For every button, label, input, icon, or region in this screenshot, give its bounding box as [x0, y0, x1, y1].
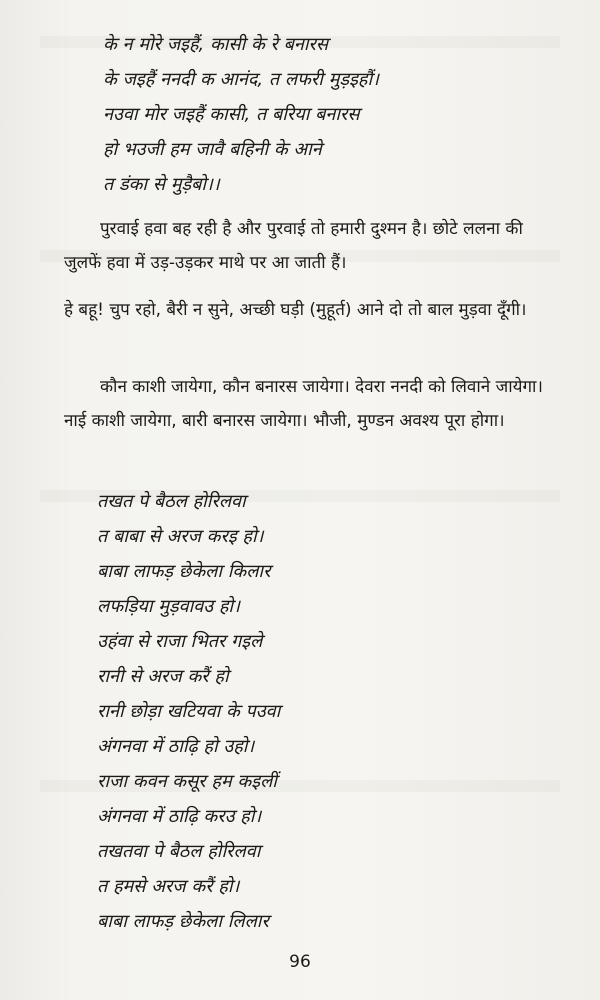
verse-line: त हमसे अरज करैं हो।	[97, 876, 240, 897]
verse-line: बाबा लाफड़ छेकेला किलार	[97, 561, 271, 582]
verse-line: त बाबा से अरज करइ हो।	[97, 526, 264, 547]
verse-line: तखत पे बैठल होरिलवा	[97, 491, 246, 512]
verse-line: नउवा मोर जइहैं कासी, त बरिया बनारस	[103, 104, 360, 125]
paragraph-text: कौन काशी जायेगा, कौन बनारस जायेगा। देवरा ननदी को लिवाने जायेगा। नाई काशी जायेगा, बारी बनारस जायेगा। भौजी, मुण्डन अवश्य पूरा होगा।	[64, 377, 543, 431]
verse-line: राजा कवन कसूर हम कइलीं	[97, 771, 277, 792]
page-number: 96	[289, 952, 311, 972]
verse-line: उहंवा से राजा भितर गइले	[97, 631, 263, 652]
verse-line: के न मोरे जइहैं, कासी के रे बनारस	[103, 34, 329, 55]
verse-line: अंगनवा में ठाढ़ि हो उहो।	[97, 736, 255, 757]
prose-paragraph-2	[64, 293, 564, 327]
verse-block-2	[97, 484, 280, 939]
verse-line: के जइहैं ननदी क आनंद, त लफरी मुड़इहौं।	[103, 69, 379, 90]
verse-block-1	[103, 27, 379, 202]
verse-line: रानी छोड़ा खटियवा के पउवा	[97, 701, 281, 722]
paragraph-text: पुरवाई हवा बह रही है और पुरवाई तो हमारी दुश्मन है। छोटे ललना की जुलफें हवा में उड़-उड़कर माथे पर आ जाती हैं।	[64, 219, 523, 273]
prose-paragraph-1	[64, 212, 564, 280]
verse-line: अंगनवा में ठाढ़ि करउ हो।	[97, 806, 262, 827]
verse-line: बाबा लाफड़ छेकेला लिलार	[97, 911, 269, 932]
verse-line: लफड़िया मुड़वावउ हो।	[97, 596, 240, 617]
verse-line: हो भउजी हम जावै बहिनी के आने	[103, 139, 322, 160]
paragraph-text: हे बहू! चुप रहो, बैरी न सुने, अच्छी घड़ी (मुहूर्त) आने दो तो बाल मुड़वा दूँगी।	[64, 300, 527, 320]
verse-line: तखतवा पे बैठल होरिलवा	[97, 841, 261, 862]
verse-line: रानी से अरज करैं हो	[97, 666, 229, 687]
verse-line: त डंका से मुड़ैबो।।	[103, 174, 220, 195]
prose-paragraph-3	[64, 370, 564, 438]
